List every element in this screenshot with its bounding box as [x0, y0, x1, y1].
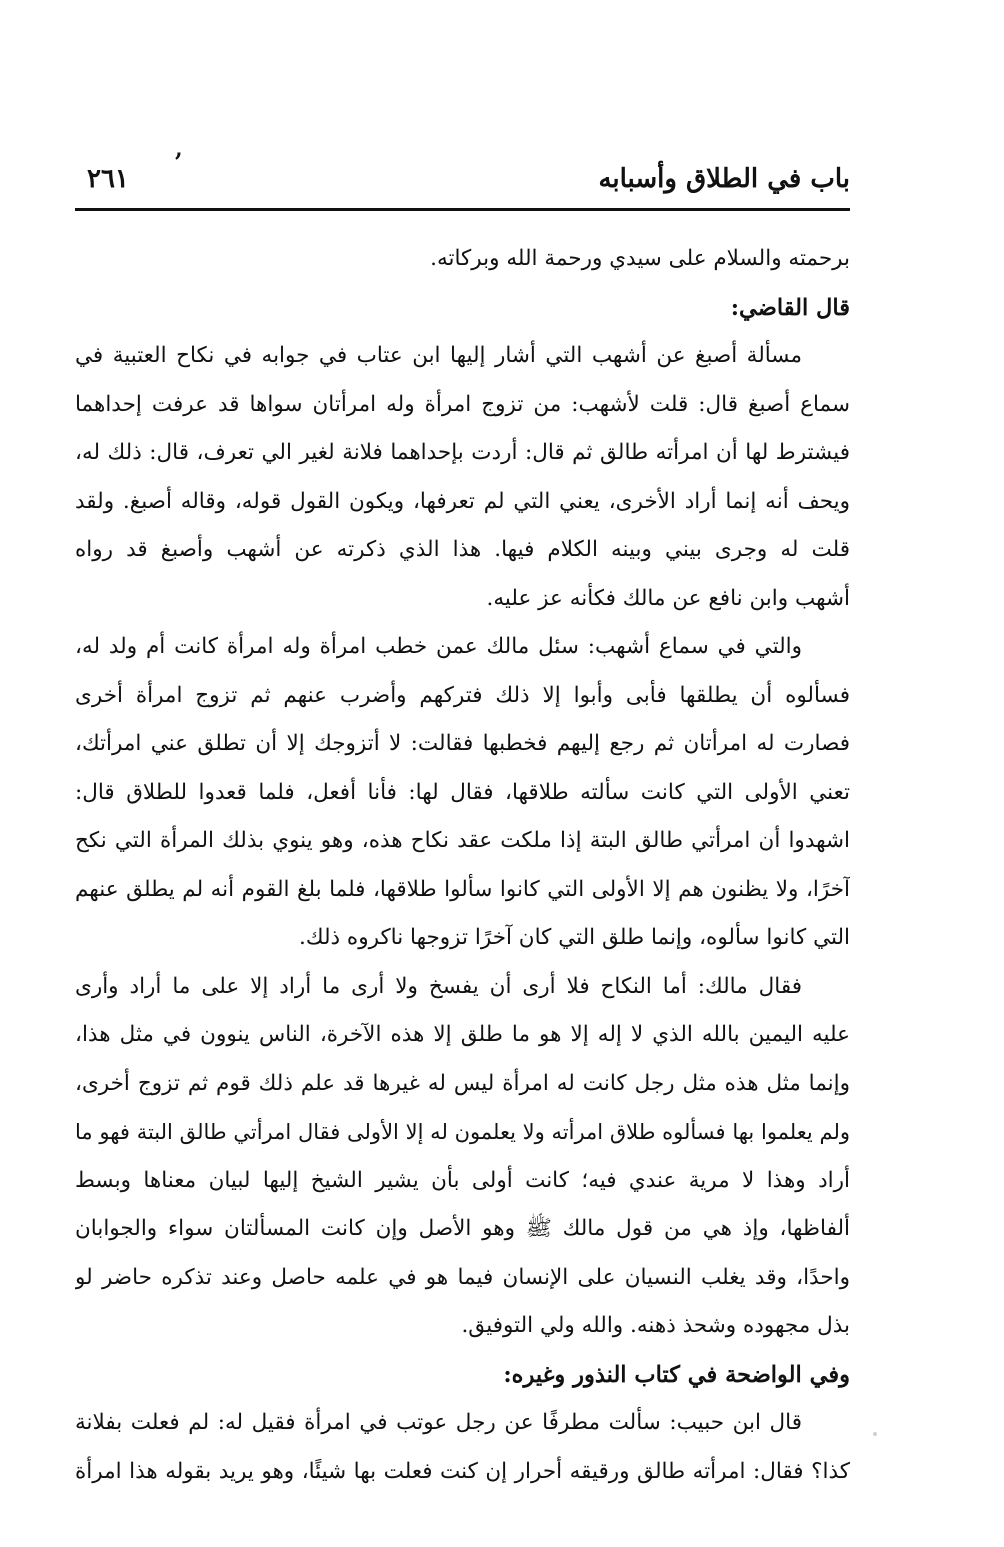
text-line: اشهدوا أن امرأتي طالق البتة إذا ملكت عقد نكاح هذه، وهو ينوي بذلك المرأة التي نكح [75, 828, 850, 853]
text-line: كذا؟ فقال: امرأته طالق ورقيقه أحرار إن كنت فعلت بها شيئًا، وهو يريد بقوله هذا امرأة [75, 1458, 850, 1484]
text-line: قلت له وجرى بيني وبينه الكلام فيها. هذا الذي ذكرته عن أشهب وأصبغ قد رواه [75, 537, 850, 562]
text-line: مسألة أصبغ عن أشهب التي أشار إليها ابن عتاب في جوابه في نكاح العتبية في [75, 343, 802, 368]
section-heading: قال القاضي: [730, 294, 850, 321]
text-line: فسألوه أن يطلقها فأبى وأبوا إلا ذلك فتركهم وأضرب عنهم ثم تزوج امرأة أخرى [75, 682, 850, 708]
text-line: عليه اليمين بالله الذي لا إله إلا هو ما طلق إلا هذه الآخرة، الناس ينوون في مثل هذا، [75, 1022, 850, 1047]
text-line: ألفاظها، وإذ هي من قول مالك ﷺ وهو الأصل وإن كانت المسألتان سواء والجوابان [75, 1216, 850, 1241]
text-line: التي كانوا سألوه، وإنما طلق التي كان آخرًا تزوجها ناكروه ذلك. [299, 925, 850, 950]
text-line: آخرًا، ولا يظنون هم إلا الأولى التي كانوا سألوا طلاقها، فلما بلغ القوم أنه لم يطلق عنهم [75, 876, 850, 902]
text-line: بذل مجهوده وشحذ ذهنه. والله ولي التوفيق. [461, 1313, 850, 1338]
text-line: فقال مالك: أما النكاح فلا أرى أن يفسخ ولا أرى ما أراد إلا على ما أراد وأرى [75, 973, 802, 999]
text-line: ويحف أنه إنما أراد الأخرى، يعني التي لم تعرفها، ويكون القول قوله، وقاله أصبغ. ولقد [75, 488, 850, 514]
section-heading: وفي الواضحة في كتاب النذور وغيره: [503, 1361, 850, 1388]
stray-ink-mark: , [175, 136, 183, 162]
document-page [75, 136, 850, 1496]
page-number: ٢٦١ [87, 164, 129, 194]
text-line: ولم يعلموا بها فسألوه طلاق امرأته ولا يعلمون له إلا الأولى فقال امرأتي طالق البتة فهو ما [75, 1120, 850, 1144]
chapter-title: باب في الطلاق وأسبابه [598, 164, 850, 194]
body-text [75, 235, 850, 1496]
text-line: أراد وهذا لا مرية عندي فيه؛ كانت أولى بأن يشير الشيخ إليها لبيان معناها وبسط [75, 1167, 850, 1193]
text-line: تعني الأولى التي كانت سألته طلاقها، فقال لها: فأنا أفعل، فلما قعدوا للطلاق قال: [75, 779, 850, 805]
text-line: فيشترط لها أن امرأته طالق ثم قال: أردت بإحداهما فلانة لغير الي تعرف، قال: ذلك له، [75, 440, 850, 465]
running-header [75, 136, 850, 211]
text-line: وإنما مثل هذه مثل رجل كانت له امرأة ليس له غيرها قد علم ذلك قوم ثم تزوج أخرى، [75, 1070, 850, 1096]
text-line: برحمته والسلام على سيدي ورحمة الله وبركاته. [430, 246, 850, 271]
text-line: واحدًا، وقد يغلب النسيان على الإنسان فيما هو في علمه حاصل وعند تذكره حاضر لو [75, 1264, 850, 1290]
text-line: سماع أصبغ قال: قلت لأشهب: من تزوج امرأة وله امرأتان سواها قد عرفت إحداهما [75, 391, 850, 417]
text-line: فصارت له امرأتان ثم رجع إليهم فخطبها فقالت: لا أتزوجك إلا أن تطلق عني امرأتك، [75, 731, 850, 756]
text-line: قال ابن حبيب: سألت مطرفًا عن رجل عوتب في امرأة فقيل له: لم فعلت بفلانة [75, 1410, 802, 1435]
margin-speck [873, 1432, 877, 1436]
text-line: أشهب وابن نافع عن مالك فكأنه عز عليه. [486, 585, 850, 611]
text-line: والتي في سماع أشهب: سئل مالك عمن خطب امرأة وله امرأة كانت أم ولد له، [75, 634, 802, 659]
